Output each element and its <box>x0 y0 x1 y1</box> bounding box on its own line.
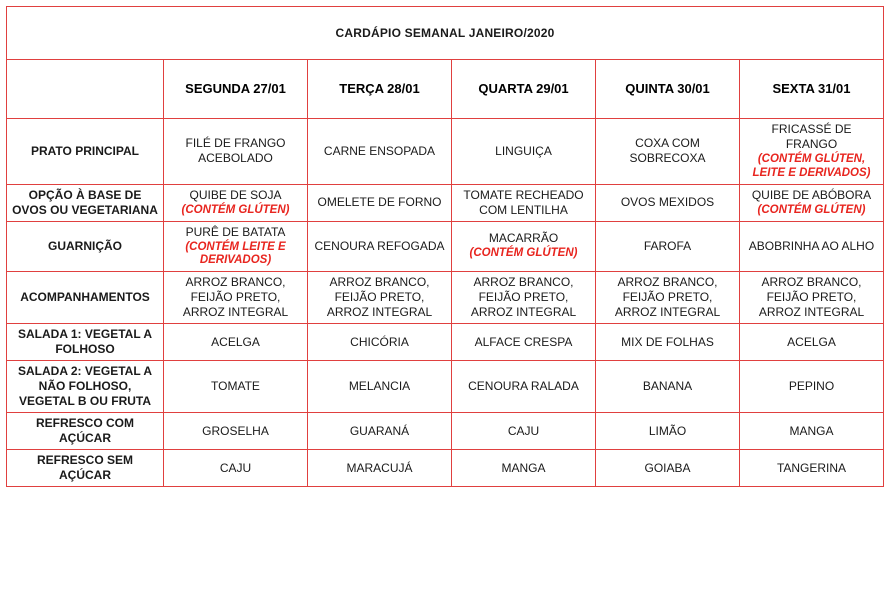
table-row <box>7 184 884 221</box>
menu-cell <box>164 450 308 487</box>
row-label-refresco-sem-acucar: REFRESCO SEM AÇÚCAR <box>7 450 164 487</box>
table-row <box>7 450 884 487</box>
row-label-acompanhamentos: ACOMPANHAMENTOS <box>7 272 164 324</box>
menu-item-text: TOMATE <box>211 379 260 394</box>
table-row <box>7 119 884 185</box>
menu-item-text: ARROZ BRANCO, FEIJÃO PRETO, ARROZ INTEGRAL <box>614 275 721 320</box>
menu-cell <box>596 450 740 487</box>
document-title: CARDÁPIO SEMANAL JANEIRO/2020 <box>7 7 884 60</box>
menu-cell <box>740 450 884 487</box>
menu-cell <box>452 361 596 413</box>
menu-cell <box>596 272 740 324</box>
menu-cell <box>164 324 308 361</box>
menu-cell <box>596 184 740 221</box>
menu-cell <box>452 119 596 185</box>
menu-cell <box>740 221 884 272</box>
menu-cell <box>452 413 596 450</box>
menu-cell <box>596 324 740 361</box>
menu-item-text: LIMÃO <box>648 423 687 438</box>
menu-cell <box>596 413 740 450</box>
menu-item-text: GUARANÁ <box>349 423 410 438</box>
day-header-tuesday: TERÇA 28/01 <box>308 60 452 119</box>
table-row <box>7 324 884 361</box>
menu-item-text: MARACUJÁ <box>346 460 413 475</box>
menu-cell <box>596 221 740 272</box>
menu-item-text: GROSELHA <box>202 423 269 438</box>
menu-cell <box>308 361 452 413</box>
menu-item-text: FAROFA <box>643 238 692 253</box>
day-header-thursday: QUINTA 30/01 <box>596 60 740 119</box>
menu-item-text: MANGA <box>501 460 546 475</box>
menu-cell <box>740 119 884 185</box>
menu-item-text: GOIABA <box>644 460 691 475</box>
menu-item-text: CAJU <box>507 423 540 438</box>
menu-item-text: TANGERINA <box>776 460 847 475</box>
menu-cell <box>308 221 452 272</box>
menu-item-text: MANGA <box>789 423 834 438</box>
menu-cell <box>740 272 884 324</box>
menu-item-text: MIX DE FOLHAS <box>621 334 714 349</box>
menu-item-text: CENOURA REFOGADA <box>314 238 445 253</box>
menu-cell <box>452 324 596 361</box>
table-row <box>7 361 884 413</box>
menu-item-text: ALFACE CRESPA <box>474 334 573 349</box>
menu-item-text: FRICASSÉ DE FRANGO <box>771 122 852 151</box>
menu-cell <box>308 272 452 324</box>
menu-cell <box>164 221 308 272</box>
menu-cell <box>164 119 308 185</box>
menu-item-text: CENOURA RALADA <box>468 379 579 394</box>
menu-item-text: ACELGA <box>211 334 260 349</box>
table-row <box>7 413 884 450</box>
menu-item-text: CAJU <box>219 460 252 475</box>
menu-item-text: LINGUIÇA <box>495 143 552 158</box>
allergen-warning: (CONTÉM GLÚTEN) <box>181 203 290 216</box>
menu-item-text: FILÉ DE FRANGO ACEBOLADO <box>185 136 286 166</box>
menu-cell <box>740 324 884 361</box>
menu-item-text: CHICÓRIA <box>350 334 409 349</box>
menu-cell <box>308 184 452 221</box>
menu-cell <box>308 450 452 487</box>
menu-cell <box>452 184 596 221</box>
menu-item-text: ARROZ BRANCO, FEIJÃO PRETO, ARROZ INTEGRAL <box>470 275 577 320</box>
menu-item-text: ACELGA <box>787 334 836 349</box>
menu-item-text: PURÊ DE BATATA <box>185 224 286 239</box>
menu-cell <box>452 450 596 487</box>
menu-item-text: ARROZ BRANCO, FEIJÃO PRETO, ARROZ INTEGRAL <box>758 275 865 320</box>
menu-item-text: MELANCIA <box>348 379 411 394</box>
menu-item-text: ARROZ BRANCO, FEIJÃO PRETO, ARROZ INTEGRAL <box>326 275 433 320</box>
menu-cell <box>308 119 452 185</box>
row-label-salada-2: SALADA 2: VEGETAL A NÃO FOLHOSO, VEGETAL B OU FRUTA <box>7 361 164 413</box>
day-header-wednesday: QUARTA 29/01 <box>452 60 596 119</box>
menu-table-body <box>7 7 884 487</box>
menu-cell <box>164 361 308 413</box>
menu-cell <box>452 272 596 324</box>
menu-item-text: BANANA <box>642 379 693 394</box>
day-header-monday: SEGUNDA 27/01 <box>164 60 308 119</box>
menu-cell <box>308 324 452 361</box>
row-label-prato-principal: PRATO PRINCIPAL <box>7 119 164 185</box>
table-row <box>7 272 884 324</box>
table-row <box>7 221 884 272</box>
row-label-guarnicao: GUARNIÇÃO <box>7 221 164 272</box>
menu-cell <box>596 361 740 413</box>
menu-cell <box>740 361 884 413</box>
menu-cell <box>164 184 308 221</box>
menu-item-text: CARNE ENSOPADA <box>323 143 436 158</box>
menu-item-text: TOMATE RECHEADO COM LENTILHA <box>463 187 584 217</box>
title-row <box>7 7 884 60</box>
menu-cell <box>452 221 596 272</box>
allergen-warning: (CONTÉM GLÚTEN) <box>469 247 578 260</box>
menu-document <box>0 6 886 603</box>
table-corner-cell <box>7 60 164 119</box>
allergen-warning: (CONTÉM LEITE E DERIVADOS) <box>185 240 286 267</box>
menu-cell <box>164 272 308 324</box>
day-header-row <box>7 60 884 119</box>
row-label-salada-1: SALADA 1: VEGETAL A FOLHOSO <box>7 324 164 361</box>
menu-item-text: PEPINO <box>788 379 835 394</box>
menu-item-text: QUIBE DE SOJA <box>189 187 282 202</box>
day-header-friday: SEXTA 31/01 <box>740 60 884 119</box>
menu-item-text: COXA COM SOBRECOXA <box>629 136 706 166</box>
allergen-warning: (CONTÉM GLÚTEN, LEITE E DERIVADOS) <box>752 153 871 179</box>
allergen-warning: (CONTÉM GLÚTEN) <box>757 203 866 216</box>
menu-cell <box>596 119 740 185</box>
menu-cell <box>740 413 884 450</box>
menu-cell <box>308 413 452 450</box>
menu-item-text: ABOBRINHA AO ALHO <box>748 238 875 253</box>
menu-item-text: QUIBE DE ABÓBORA <box>751 187 872 202</box>
menu-item-text: ARROZ BRANCO, FEIJÃO PRETO, ARROZ INTEGRAL <box>182 275 289 320</box>
weekly-menu-table <box>6 6 884 487</box>
menu-item-text: OVOS MEXIDOS <box>620 195 715 210</box>
menu-cell <box>740 184 884 221</box>
row-label-refresco-com-acucar: REFRESCO COM AÇÚCAR <box>7 413 164 450</box>
row-label-opcao-ovos-vegetariana: OPÇÃO À BASE DE OVOS OU VEGETARIANA <box>7 184 164 221</box>
menu-cell <box>164 413 308 450</box>
menu-item-text: MACARRÃO <box>488 231 559 246</box>
menu-item-text: OMELETE DE FORNO <box>317 195 442 210</box>
